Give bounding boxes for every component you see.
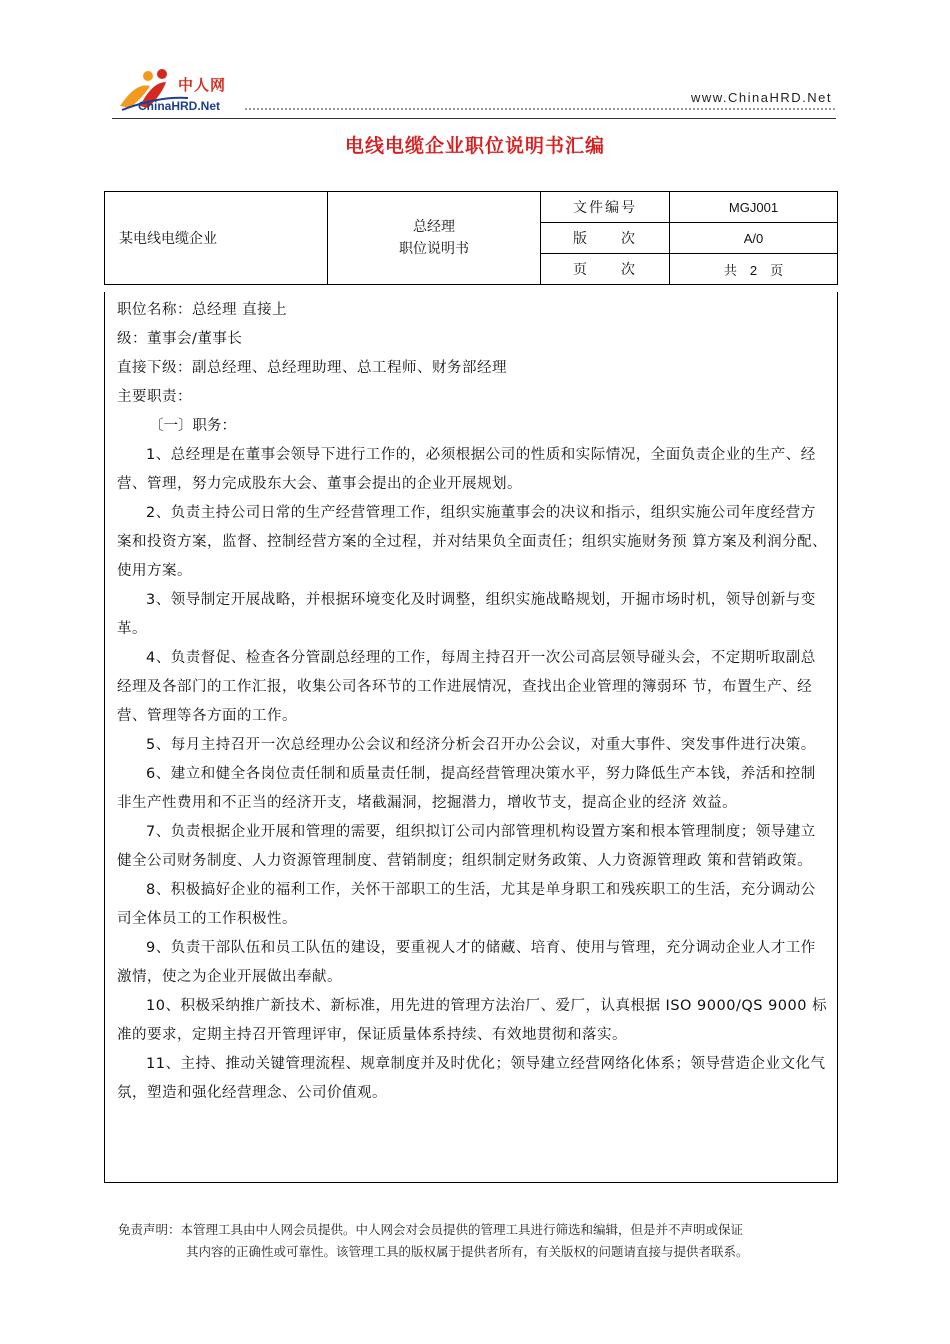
main-duties-heading: 主要职责：: [117, 389, 192, 405]
duty-item-6: 6、建立和健全各岗位责任制和质量责任制，提高经营管理决策水平，努力降低生产本钱，养活和控制非生产性费用和不正当的经济开支，堵截漏洞，挖掘潜力，增收节支，提高企业的经济 效益。: [117, 766, 816, 811]
disclaimer-line-2: 其内容的正确性或可靠性。该管理工具的版权属于提供者所有，有关版权的问题请直接与提供者联系。: [186, 1244, 749, 1259]
version-label: 版 次: [541, 223, 670, 254]
duty-item-5: 5、每月主持召开一次总经理办公会议和经济分析会召开办公会议，对重大事件、突发事件进行决策。: [146, 737, 816, 753]
doc-number-value: MGJ001: [670, 192, 838, 223]
logo-chinese-text: 中人网: [178, 76, 227, 94]
disclaimer: [118, 1219, 838, 1263]
job-info-table: [104, 191, 838, 285]
header-dotted-line: [245, 108, 835, 110]
doc-number-label: 文件编号: [541, 192, 670, 223]
document-title: 电线电缆企业职位说明书汇编: [344, 135, 605, 157]
header-url: www.ChinaHRD.Net: [690, 90, 832, 105]
page-count-value: 共 2 页: [670, 254, 838, 285]
header-rule: [112, 118, 836, 119]
job-description-body: [104, 292, 838, 1183]
version-value: A/0: [670, 223, 838, 254]
duty-item-11: 11、主持、推动关键管理流程、规章制度并及时优化；领导建立经营网络化体系；领导营造企业文化气氛，塑造和强化经营理念、公司价值观。: [117, 1056, 826, 1101]
page-header: [0, 0, 950, 125]
direct-subordinates-line: 直接下级：副总经理、总经理助理、总工程师、财务部经理: [117, 360, 507, 376]
direct-superior-line: 级：董事会/董事长: [117, 331, 243, 347]
duties-subheading: 〔一〕职务：: [149, 418, 236, 434]
job-description-content: [117, 296, 829, 1108]
disclaimer-line-1: 免责声明：本管理工具由中人网会员提供。中人网会对会员提供的管理工具进行筛选和编辑，但是并不声明或保证: [118, 1222, 744, 1237]
post-doc-type: 职位说明书: [399, 241, 469, 257]
duty-item-2: 2、负责主持公司日常的生产经营管理工作，组织实施董事会的决议和指示，组织实施公司年度经营方案和投资方案，监督、控制经营方案的全过程，并对结果负全面责任；组织实施财务预 算方案及利润分配、使用方案。: [117, 505, 828, 579]
post-name: 总经理: [413, 219, 455, 235]
duty-item-1: 1、总经理是在董事会领导下进行工作的，必须根据公司的性质和实际情况，全面负责企业的生产、经营、管理，努力完成股东大会、董事会提出的企业开展规划。: [117, 447, 816, 492]
duty-item-4: 4、负责督促、检查各分管副总经理的工作，每周主持召开一次公司高层领导碰头会，不定期听取副总经理及各部门的工作汇报，收集公司各环节的工作进展情况，查找出企业管理的簿弱环 节，布置生产、经营、管理等各方面的工作。: [117, 650, 816, 724]
post-title-cell: [328, 192, 541, 285]
page-count-label: 页 次: [541, 254, 670, 285]
duty-item-10: 10、积极采纳推广新技术、新标准，用先进的管理方法治厂、爱厂，认真根据 ISO 9000/QS 9000 标准的要求，定期主持召开管理评审，保证质量体系持续、有效地贯彻和落实。: [117, 998, 828, 1043]
duty-item-3: 3、领导制定开展战略，并根据环境变化及时调整，组织实施战略规划，开掘市场时机，领导创新与变革。: [117, 592, 816, 637]
table-row: [105, 192, 838, 223]
duty-item-9: 9、负责干部队伍和员工队伍的建设，要重视人才的储藏、培育、使用与管理，充分调动企业人才工作激情，使之为企业开展做出奉献。: [117, 940, 816, 985]
position-name-line: 职位名称：总经理 直接上: [117, 302, 288, 318]
logo-english-text: ChinaHRD.Net: [138, 99, 221, 113]
duty-item-7: 7、负责根据企业开展和管理的需要，组织拟订公司内部管理机构设置方案和根本管理制度；领导建立健全公司财务制度、人力资源管理制度、营销制度；组织制定财务政策、人力资源管理政 策和营销政策。: [117, 824, 816, 869]
duty-item-8: 8、积极搞好企业的福利工作，关怀干部职工的生活，尤其是单身职工和残疾职工的生活，充分调动公司全体员工的工作积极性。: [117, 882, 816, 927]
company-name: 某电线电缆企业: [105, 192, 328, 285]
